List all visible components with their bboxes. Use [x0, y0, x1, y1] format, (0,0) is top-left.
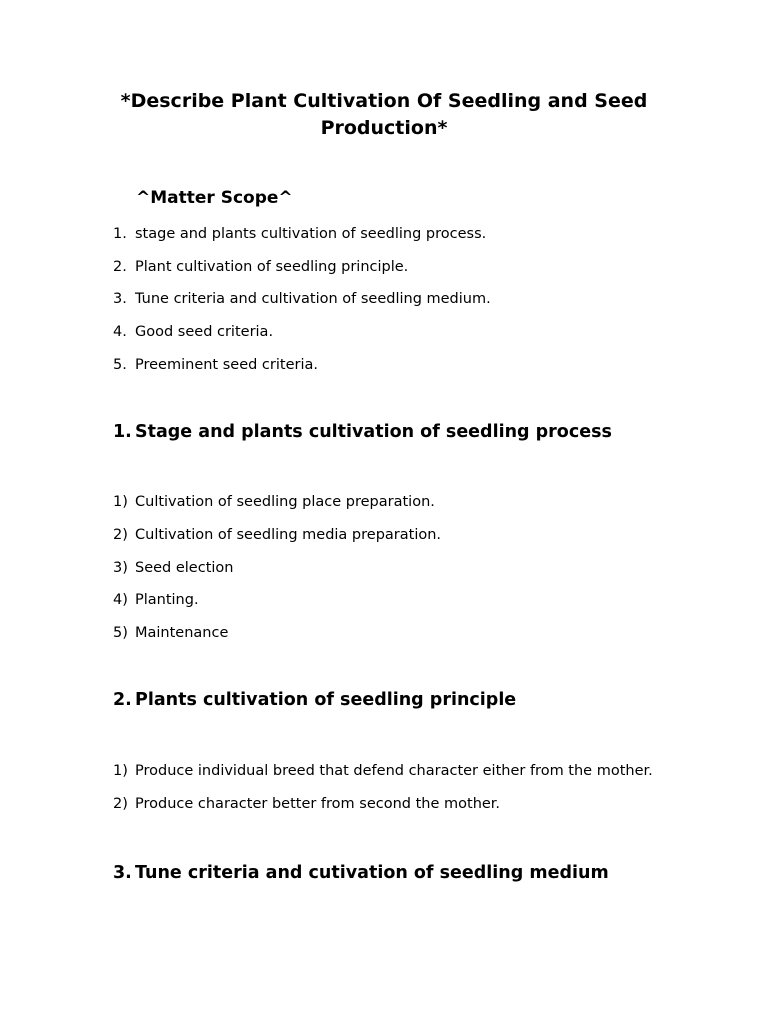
section-item-text: Seed election — [135, 560, 234, 576]
scope-item — [113, 289, 491, 309]
scope-item-number: 4. — [113, 324, 127, 340]
section-item — [113, 558, 233, 578]
section-item-text: Planting. — [135, 592, 199, 608]
scope-item — [113, 257, 408, 277]
section-item — [113, 525, 441, 545]
section-item — [113, 492, 435, 512]
scope-item-text: Plant cultivation of seedling principle. — [135, 259, 409, 275]
scope-item-text: stage and plants cultivation of seedling process. — [135, 226, 487, 242]
section-item-text: Cultivation of seedling place preparation. — [135, 494, 435, 510]
section-item — [113, 794, 500, 814]
section-item-number: 1) — [113, 494, 128, 510]
scope-heading: ^Matter Scope^ — [136, 188, 293, 208]
scope-item — [113, 355, 318, 375]
scope-item-number: 3. — [113, 291, 127, 307]
section-title: Stage and plants cultivation of seedling process — [135, 422, 612, 442]
scope-item-number: 1. — [113, 226, 127, 242]
section-item — [113, 623, 228, 643]
section-heading — [113, 688, 516, 712]
scope-item-number: 5. — [113, 357, 127, 373]
section-item-number: 1) — [113, 763, 128, 779]
section-heading — [113, 861, 609, 885]
section-item-number: 4) — [113, 592, 128, 608]
section-item-number: 2) — [113, 796, 128, 812]
scope-item-number: 2. — [113, 259, 127, 275]
section-item-text: Produce character better from second the mother. — [135, 796, 501, 812]
section-item — [113, 761, 653, 781]
scope-item-text: Good seed criteria. — [135, 324, 274, 340]
section-item-text: Cultivation of seedling media preparation. — [135, 527, 442, 543]
scope-item-text: Preeminent seed criteria. — [135, 357, 318, 373]
document-title: *Describe Plant Cultivation Of Seedling and Seed Production* — [120, 90, 648, 139]
section-item — [113, 590, 199, 610]
scope-item-text: Tune criteria and cultivation of seedling medium. — [135, 291, 491, 307]
scope-item — [113, 224, 486, 244]
section-title: Tune criteria and cutivation of seedling medium — [135, 863, 609, 883]
scope-item — [113, 322, 273, 342]
section-title: Plants cultivation of seedling principle — [135, 690, 517, 710]
section-item-number: 3) — [113, 560, 128, 576]
section-number: 2. — [113, 690, 132, 710]
section-number: 1. — [113, 422, 132, 442]
section-item-text: Produce individual breed that defend character either from the mother. — [135, 763, 653, 779]
section-item-number: 5) — [113, 625, 128, 641]
section-item-text: Maintenance — [135, 625, 229, 641]
section-heading — [113, 420, 612, 444]
section-number: 3. — [113, 863, 132, 883]
section-item-number: 2) — [113, 527, 128, 543]
